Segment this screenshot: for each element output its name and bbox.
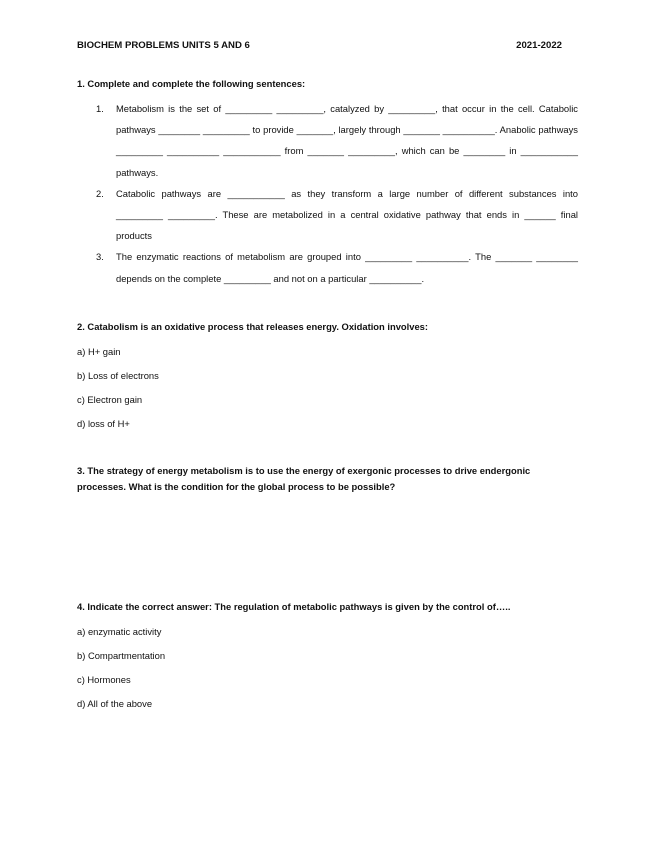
- option-a: a) H+ gain: [77, 346, 121, 357]
- sentence-number: 2.: [96, 187, 104, 199]
- question-1-title: 1. Complete and complete the following sentences:: [77, 78, 306, 89]
- option-c: c) Electron gain: [77, 394, 143, 405]
- question-4-options: [77, 625, 165, 721]
- sentence-item: [96, 246, 578, 288]
- sentence-number: 3.: [96, 251, 104, 263]
- question-1-sentences: [96, 98, 578, 289]
- sentence-text: Catabolic pathways are ___________ as they transform a large number of different substances into _________ _________. These are metabolized in a central oxidative pathway that ends in ______ final products: [116, 187, 578, 242]
- option-c: c) Hormones: [77, 674, 131, 685]
- sentence-item: [96, 183, 578, 247]
- sentence-item: [96, 98, 578, 183]
- question-2-title: 2. Catabolism is an oxidative process that releases energy. Oxidation involves:: [77, 321, 428, 332]
- sentence-number: 1.: [96, 103, 104, 114]
- option-b: b) Compartmentation: [77, 650, 166, 661]
- option-d: d) All of the above: [77, 698, 153, 709]
- academic-year: 2021-2022: [516, 40, 562, 51]
- sentence-text: Metabolism is the set of _________ _________, catalyzed by _________, that occur in the cell. Catabolic pathways ________ _________ to provide _______, largely through _______ __________. Anabolic pathways _________ __________ ___________ from _______ _________, which can be ________ in ___________ pathways.: [116, 103, 578, 178]
- question-4-title: 4. Indicate the correct answer: The regulation of metabolic pathways is given by the control of…..: [77, 601, 511, 612]
- option-a: a) enzymatic activity: [77, 626, 162, 637]
- page-header: [77, 40, 562, 51]
- sentence-text: The enzymatic reactions of metabolism are grouped into _________ __________. The _______ ________ depends on the complete _________ and not on a particular __________.: [116, 251, 578, 284]
- document-title: BIOCHEM PROBLEMS UNITS 5 AND 6: [77, 40, 250, 51]
- option-d: d) loss of H+: [77, 418, 130, 429]
- option-b: b) Loss of electrons: [77, 370, 159, 381]
- question-2-options: [77, 345, 159, 441]
- question-3-title: 3. The strategy of energy metabolism is to use the energy of exergonic processes to drive endergonic processes. What is the condition for the global process to be possible?: [77, 465, 531, 492]
